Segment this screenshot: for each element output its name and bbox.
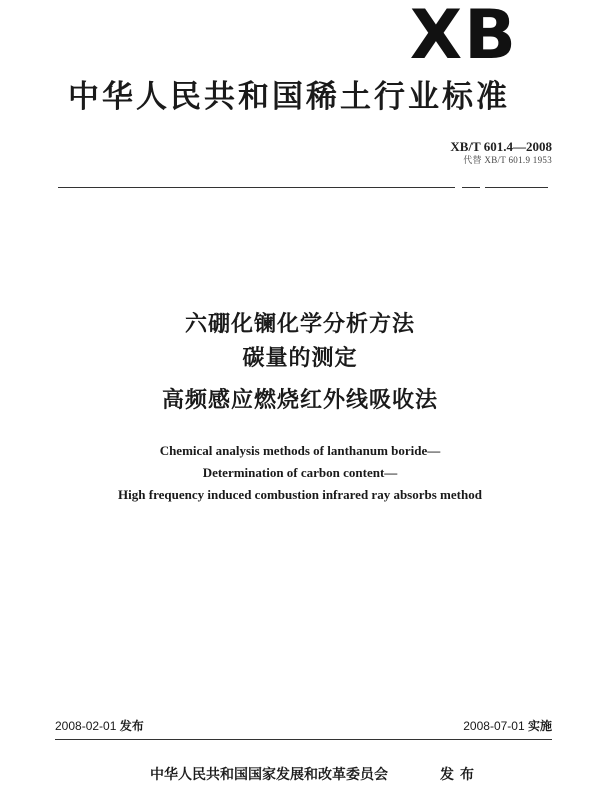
replaced-standard: 代替 XB/T 601.9 1953	[463, 154, 552, 165]
issuing-authority: 中华人民共和国国家发展和改革委员会	[150, 767, 388, 783]
implementation-date-label: 实施	[527, 719, 552, 733]
top-divider-segment	[462, 187, 480, 188]
bottom-divider	[55, 739, 552, 740]
standard-type-title: 中华人民共和国稀土行业标准	[68, 79, 510, 115]
standard-logo: XB	[409, 0, 518, 75]
issue-date-value: 2008-02-01	[55, 719, 117, 733]
implementation-date	[463, 720, 552, 732]
title-cn-line-2: 碳量的测定	[242, 346, 358, 371]
issue-date-label: 发布	[119, 719, 144, 733]
title-cn-line-3: 高频感应燃烧红外线吸收法	[161, 388, 438, 413]
standard-code-block	[450, 140, 552, 165]
title-en-line-2: Determination of carbon content—	[202, 465, 398, 480]
standard-code: XB/T 601.4—2008	[450, 139, 552, 154]
title-en-line-3: High frequency induced combustion infrared ray absorbs method	[118, 487, 482, 502]
issue-date	[55, 720, 144, 732]
implementation-date-value: 2008-07-01	[463, 719, 525, 733]
title-cn-line-1: 六硼化镧化学分析方法	[184, 312, 415, 337]
title-en-line-1: Chemical analysis methods of lanthanum boride—	[159, 443, 441, 458]
issuing-action: 发布	[440, 767, 480, 783]
